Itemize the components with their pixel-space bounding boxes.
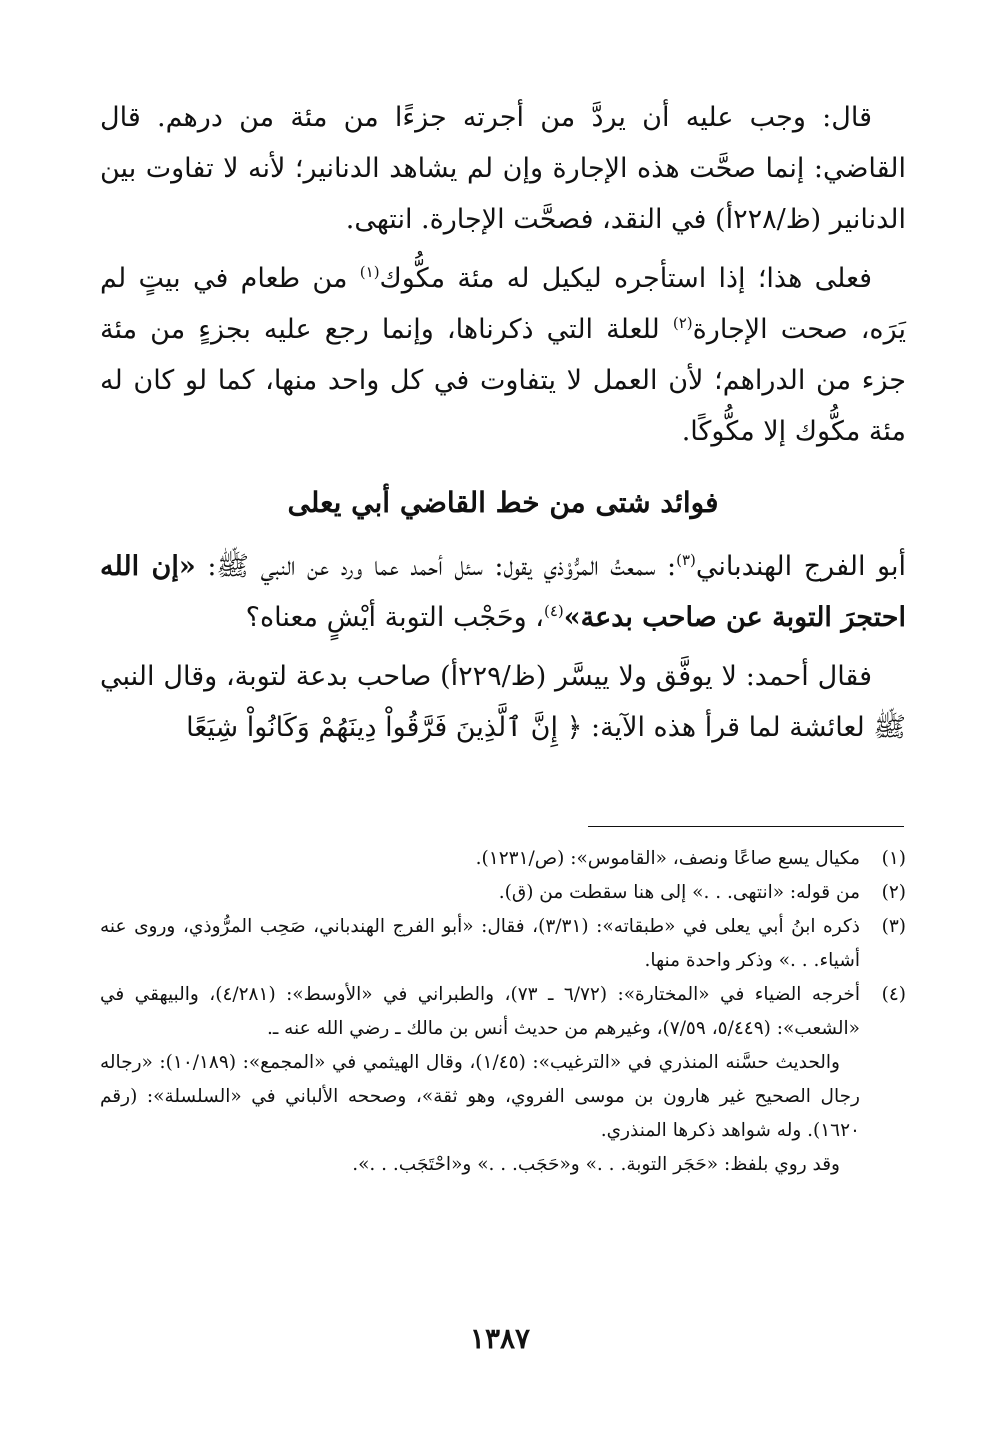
footnote-3 <box>100 910 906 978</box>
footnote-ref-2[interactable]: (٢) <box>672 314 693 332</box>
paragraph-4-text: فقال أحمد: لا يوفَّق ولا ييسَّر (ظ/٢٢٩أ) صاحب بدعة لتوبة، وقال النبي ﷺ لعائشة لما قرأ هذه الآية: ﴿ إِنَّ ٱلَّذِينَ فَرَّقُواْ دِينَهُمْ وَكَانُواْ شِيَعًا <box>100 661 906 743</box>
paragraph-3-text-b: : سمعتُ المرُّوْذي يقول: سئل أحمد عما ورد عن النبي ﷺ: <box>195 551 677 582</box>
footnote-text: ذكره ابنُ أبي يعلى في «طبقاته»: (٣/٣١)، فقال: «أبو الفرج الهندباني، صَحِب المرُّوذي، وروى عنه أشياء. . .» وذكر واحدة منها. <box>100 916 860 971</box>
paragraph-2-text-a: فعلى هذا؛ إذا استأجره ليكيل له مئة مكُّوك <box>379 263 872 294</box>
main-text <box>100 92 906 761</box>
footnote-4 <box>100 978 906 1046</box>
footnote-4-continuation-1: والحديث حسَّنه المنذري في «الترغيب»: (١/٤٥)، وقال الهيثمي في «المجمع»: (١٠/١٨٩): «رجاله رجال الصحيح غير هارون بن موسى الفروي، وهو ثقة»، وصححه الألباني في «السلسلة»: (رقم ١٦٢٠). وله شواهد ذكرها المنذري. <box>100 1052 860 1141</box>
footnote-1 <box>100 842 906 876</box>
footnote-2 <box>100 876 906 910</box>
footnote-ref-3[interactable]: (٣) <box>676 551 696 569</box>
paragraph-1 <box>100 92 906 245</box>
paragraph-2-text-b: من طعام في بيتٍ لم يَرَه، صحت الإجارة <box>100 263 906 345</box>
paragraph-3-text-c: ، وحَجْب التوبة أيْشٍ معناه؟ <box>245 602 544 633</box>
paragraph-2-text-c: للعلة التي ذكرناها، وإنما رجع عليه بجزءٍ من مئة جزء من الدراهم؛ لأن العمل لا يتفاوت في كل واحد منها، كما لو كان له مئة مكُّوك إلا مكُّوكًا. <box>100 314 906 447</box>
footnote-ref-4[interactable]: (٤) <box>543 602 564 620</box>
paragraph-3-text-a: أبو الفرج الهندباني <box>695 551 906 582</box>
footnote-number: (٢) <box>881 882 906 903</box>
footnote-ref-1[interactable]: (١) <box>359 263 380 281</box>
footnote-text: أخرجه الضياء في «المختارة»: (٦/٧٢ ـ ٧٣)، والطبراني في «الأوسط»: (٤/٢٨١)، والبيهقي في «الشعب»: (٥/٤٤٩، ٧/٥٩)، وغيرهم من حديث أنس بن مالك ـ رضي الله عنه ـ. <box>100 984 860 1039</box>
footnote-number: (٣) <box>881 916 906 937</box>
paragraph-3 <box>100 541 906 643</box>
footnote-4-continuation-2: وقد روي بلفظ: «حَجَر التوبة. . .» و«حَجَب. . .» و«احْتَجَب. . .». <box>352 1154 840 1175</box>
footnote-text: مكيال يسع صاعًا ونصف، «القاموس»: (ص/١٢٣١). <box>475 848 860 869</box>
footnotes <box>100 842 906 1182</box>
section-heading: فوائد شتى من خط القاضي أبي يعلى <box>287 486 719 519</box>
footnote-text: من قوله: «انتهى. . .» إلى هنا سقطت من (ق). <box>498 882 860 903</box>
paragraph-2 <box>100 253 906 457</box>
paragraph-1-text: قال: وجب عليه أن يردَّ من أجرته جزءًا من مئة من درهم. قال القاضي: إنما صحَّت هذه الإجارة وإن لم يشاهد الدنانير؛ لأنه لا تفاوت بين الدنانير (ظ/٢٢٨أ) في النقد، فصحَّت الإجارة. انتهى. <box>100 102 906 235</box>
footnote-number: (٤) <box>881 984 906 1005</box>
footnote-number: (١) <box>881 848 906 869</box>
hadith-quote: «إن الله احتجرَ التوبة عن صاحب بدعة» <box>100 551 906 633</box>
paragraph-4 <box>100 651 906 753</box>
footnote-separator <box>588 826 904 827</box>
page-number: ١٣٨٧ <box>469 1322 531 1355</box>
